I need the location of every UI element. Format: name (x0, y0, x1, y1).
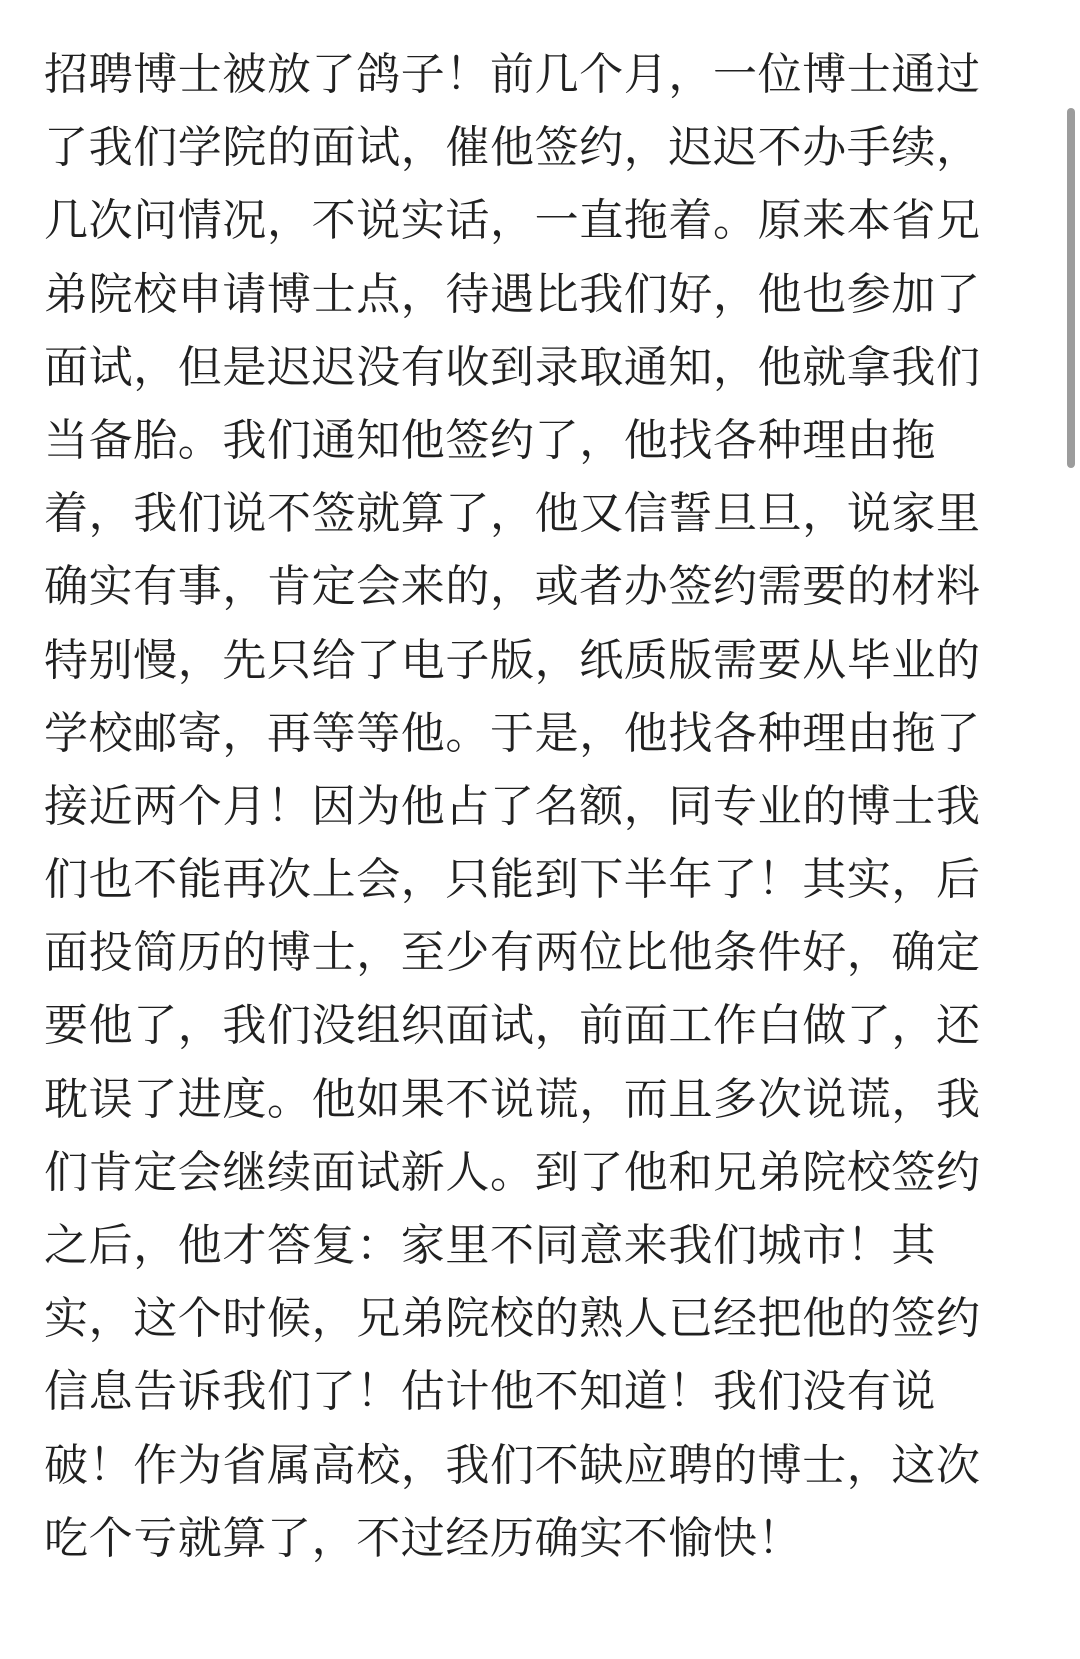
post-line: 面投简历的博士，至少有两位比他条件好，确定 (44, 927, 981, 979)
post-line: 们肯定会继续面试新人。到了他和兄弟院校签约 (44, 1146, 981, 1198)
post-line: 信息告诉我们了！估计他不知道！我们没有说 (44, 1366, 936, 1418)
post-line: 破！作为省属高校，我们不缺应聘的博士，这次 (44, 1439, 981, 1491)
post-body (44, 38, 1024, 1575)
post-line: 弟院校申请博士点，待遇比我们好，他也参加了 (44, 268, 981, 320)
post-line: 吃个亏就算了，不过经历确实不愉快！ (44, 1512, 803, 1564)
post-line: 耽误了进度。他如果不说谎，而且多次说谎，我 (44, 1073, 981, 1125)
post-line: 接近两个月！因为他占了名额，同专业的博士我 (44, 780, 981, 832)
post-line: 之后，他才答复：家里不同意来我们城市！其 (44, 1220, 936, 1271)
post-line: 了我们学院的面试，催他签约，迟迟不办手续， (44, 122, 981, 174)
post-line: 们也不能再次上会，只能到下半年了！其实，后 (44, 854, 981, 906)
post-line: 确实有事，肯定会来的，或者办签约需要的材料 (44, 561, 981, 613)
post-line: 实，这个时候，兄弟院校的熟人已经把他的签约 (44, 1293, 981, 1345)
scrollbar-thumb[interactable] (1067, 108, 1075, 468)
post-line: 当备胎。我们通知他签约了，他找各种理由拖 (44, 414, 936, 466)
post-line: 着，我们说不签就算了，他又信誓旦旦，说家里 (44, 488, 981, 540)
scrollbar[interactable] (1060, 0, 1080, 1659)
post-line: 几次问情况，不说实话，一直拖着。原来本省兄 (44, 195, 981, 247)
post-line: 面试，但是迟迟没有收到录取通知，他就拿我们 (44, 341, 981, 393)
post-line: 特别慢，先只给了电子版，纸质版需要从毕业的 (44, 634, 981, 686)
post-line: 要他了，我们没组织面试，前面工作白做了，还 (44, 1000, 981, 1052)
post-line: 学校邮寄，再等等他。于是，他找各种理由拖了 (44, 707, 981, 759)
post-line: 招聘博士被放了鸽子！前几个月，一位博士通过 (44, 49, 981, 100)
